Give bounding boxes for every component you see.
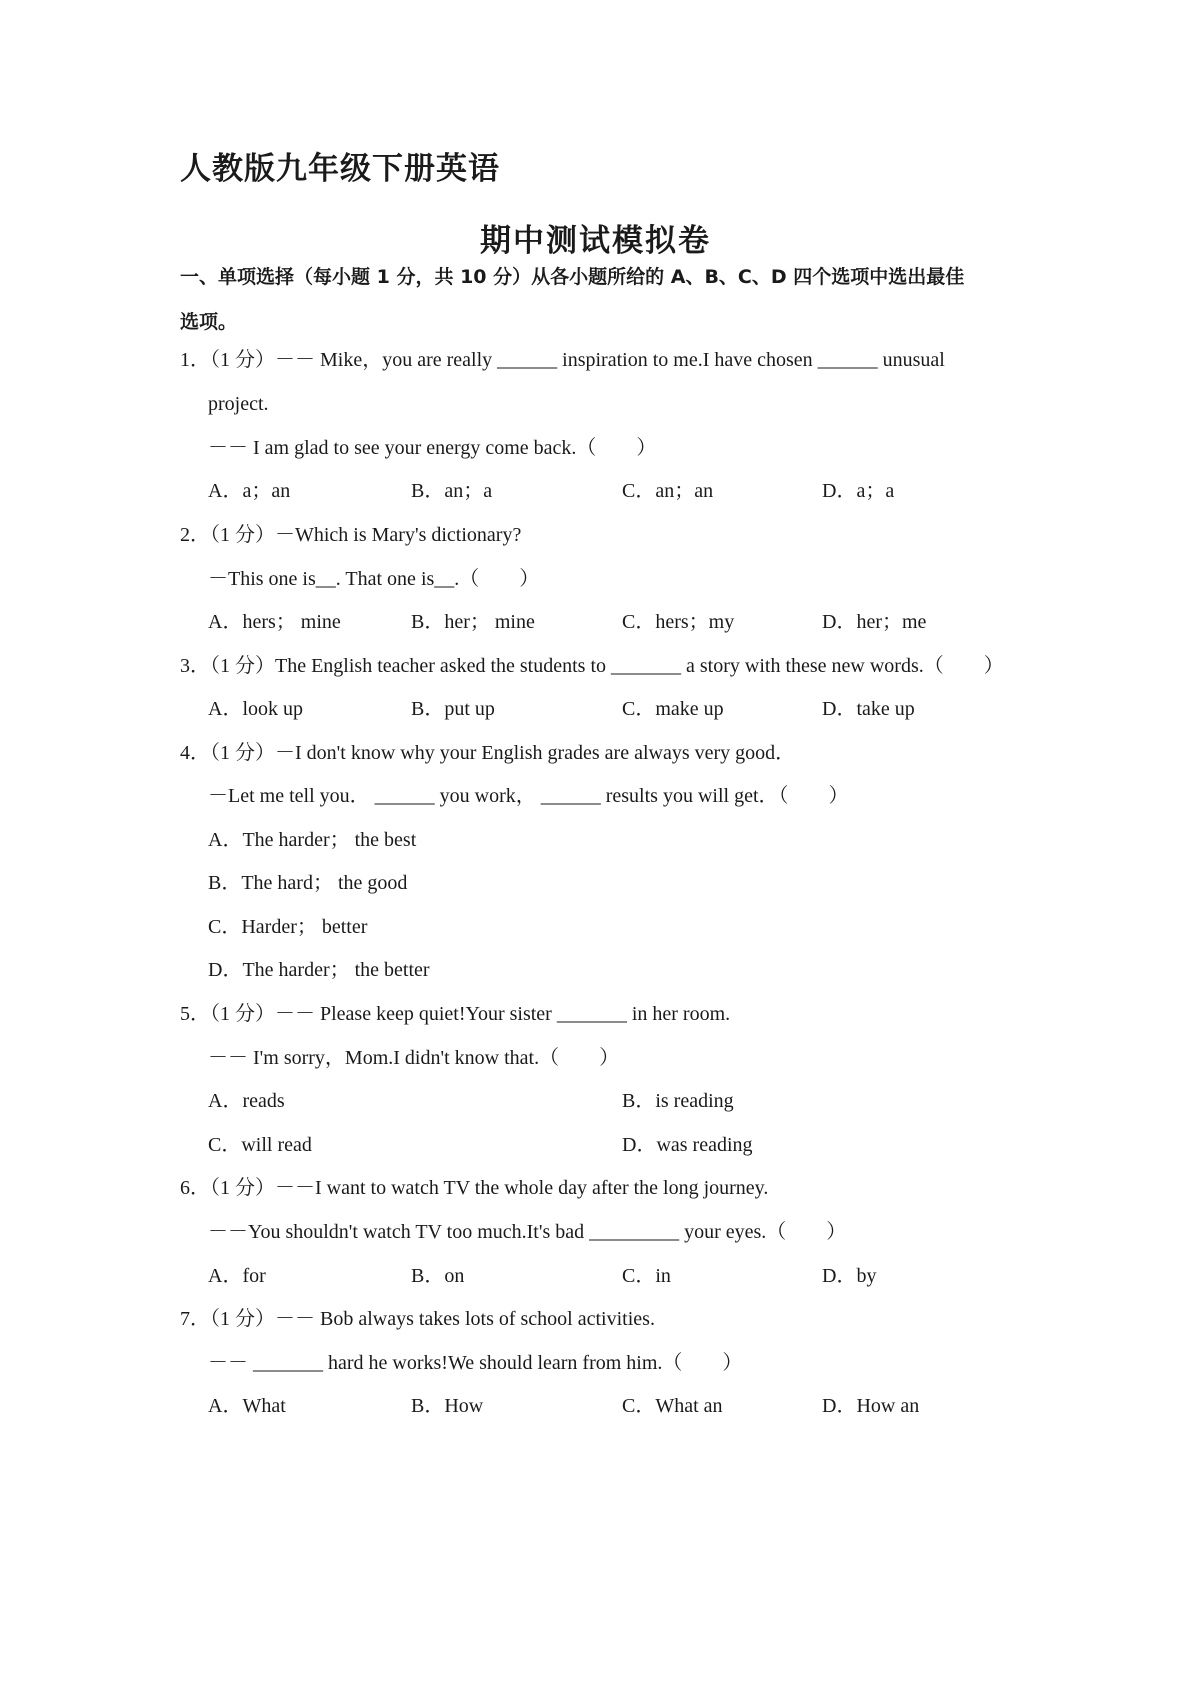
question-5-reply: －－ I'm sorry，Mom.I didn't know that.（ ）	[208, 1047, 620, 1069]
question-3-option-b: B．put up	[411, 698, 495, 720]
question-3-option-a: A．look up	[208, 698, 303, 720]
question-5-option-b: B．is reading	[622, 1090, 734, 1112]
exam-title: 期中测试模拟卷	[480, 223, 711, 259]
question-1-reply: －－ I am glad to see your energy come back.（ ）	[208, 437, 657, 459]
question-4-option-c: C．Harder； better	[208, 916, 368, 938]
question-7-option-d: D．How an	[822, 1395, 920, 1417]
question-6-reply: －－You shouldn't watch TV too much.It's bad _________ your eyes.（ ）	[208, 1221, 847, 1243]
section-instruction-line1: 一、单项选择（每小题 1 分，共 10 分）从各小题所给的 A、B、C、D 四个选项中选出最佳	[180, 266, 965, 288]
question-6-option-b: B．on	[411, 1265, 465, 1287]
subject-heading: 人教版九年级下册英语	[180, 151, 500, 187]
question-7-option-a: A．What	[208, 1395, 286, 1417]
question-7-reply: －－ _______ hard he works!We should learn from him.（ ）	[208, 1352, 743, 1374]
question-1-stem: 1．（1 分）－－ Mike，you are really ______ inspiration to me.I have chosen ______ unusual	[180, 349, 945, 371]
question-1-option-d: D．a；a	[822, 480, 895, 502]
question-5-option-c: C．will read	[208, 1134, 312, 1156]
question-4-option-a: A．The harder； the best	[208, 829, 417, 851]
question-4-stem: 4．（1 分）－I don't know why your English grades are always very good．	[180, 742, 796, 764]
question-1-option-a: A．a；an	[208, 480, 291, 502]
question-2-option-a: A．hers； mine	[208, 611, 341, 633]
section-instruction-line2: 选项。	[180, 311, 238, 333]
question-4-option-b: B．The hard； the good	[208, 872, 408, 894]
question-4-reply: －Let me tell you． ______ you work， ______ results you will get．（ ）	[208, 785, 849, 807]
question-5-stem: 5．（1 分）－－ Please keep quiet!Your sister _______ in her room.	[180, 1003, 731, 1025]
question-1-option-c: C．an；an	[622, 480, 714, 502]
question-6-option-c: C．in	[622, 1265, 671, 1287]
question-5-option-d: D．was reading	[622, 1134, 753, 1156]
question-6-option-d: D．by	[822, 1265, 877, 1287]
question-1-option-b: B．an；a	[411, 480, 493, 502]
question-7-option-b: B．How	[411, 1395, 484, 1417]
question-6-option-a: A．for	[208, 1265, 266, 1287]
question-5-option-a: A．reads	[208, 1090, 285, 1112]
question-7-option-c: C．What an	[622, 1395, 723, 1417]
question-2-stem: 2．（1 分）－Which is Mary's dictionary?	[180, 524, 522, 546]
question-6-stem: 6．（1 分）－－I want to watch TV the whole day after the long journey.	[180, 1177, 769, 1199]
question-7-stem: 7．（1 分）－－ Bob always takes lots of school activities.	[180, 1308, 655, 1330]
question-3-stem: 3．（1 分）The English teacher asked the students to _______ a story with these new words.（ ）	[180, 655, 1004, 677]
question-4-option-d: D．The harder； the better	[208, 959, 430, 981]
question-2-option-d: D．her；me	[822, 611, 927, 633]
question-3-option-d: D．take up	[822, 698, 915, 720]
question-1-stem-cont: project.	[208, 393, 269, 415]
question-2-option-c: C．hers；my	[622, 611, 735, 633]
question-2-reply: －This one is__. That one is__.（ ）	[208, 568, 540, 590]
question-2-option-b: B．her； mine	[411, 611, 535, 633]
question-3-option-c: C．make up	[622, 698, 724, 720]
